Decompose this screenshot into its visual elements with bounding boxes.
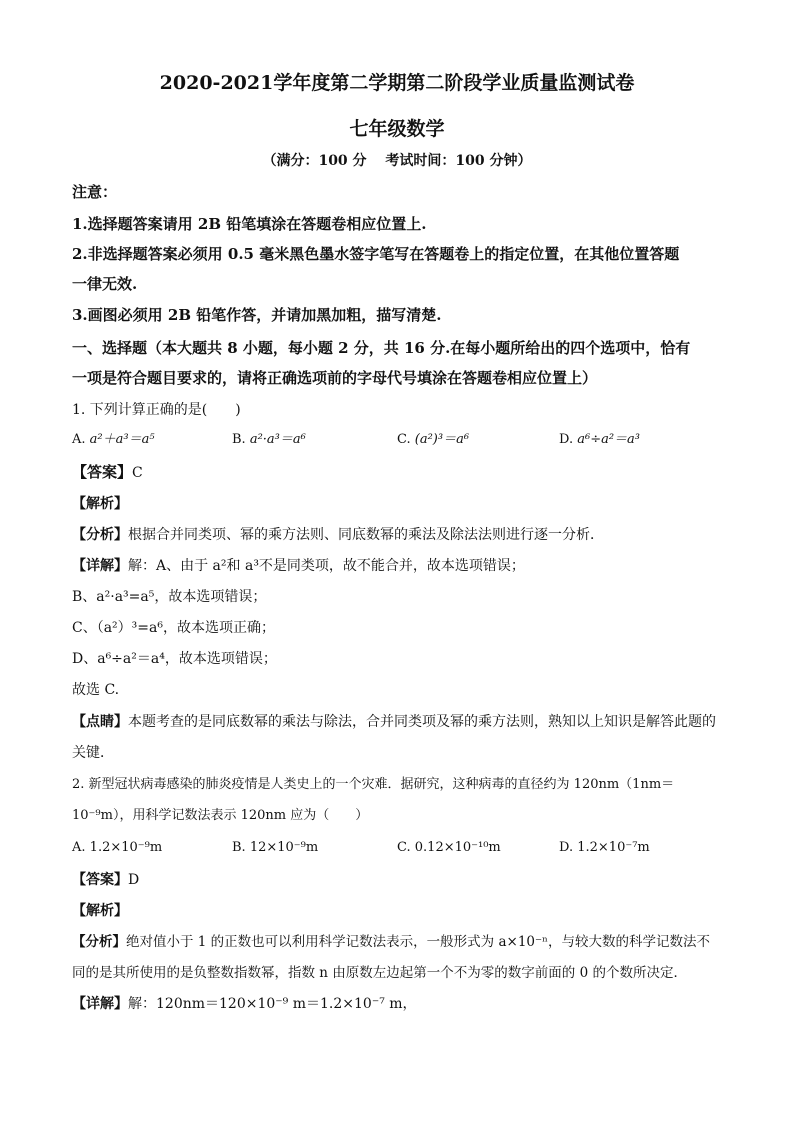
q1-dianjing [72, 712, 716, 732]
note-3: 3.画图必须用 2B 铅笔作答，并请加黑加粗，描写清楚. [72, 306, 442, 324]
note-2a: 2.非选择题答案必须用 0.5 毫米黑色墨水签字笔写在答题卷上的指定位置，在其他位置答题 [72, 245, 680, 263]
detail-tag: 【详解】 [72, 558, 128, 574]
q1-option-d [559, 430, 640, 450]
answer-tag: 【答案】 [72, 463, 133, 481]
analysis-tag: 【解析】 [72, 496, 128, 512]
option-label: A. [72, 432, 86, 447]
fenxi-tag: 【分析】 [72, 934, 126, 950]
q1-stem: 1. 下列计算正确的是( ) [72, 402, 241, 418]
dianjing-tag: 【点睛】 [72, 714, 128, 730]
option-label: A. [72, 840, 86, 855]
q2-answer [72, 870, 139, 890]
exam-meta: （满分：100 分 考试时间：100 分钟） [262, 153, 532, 169]
option-text: 1.2×10⁻⁷m [577, 840, 650, 855]
option-text: a²·a³＝a⁶ [249, 432, 306, 447]
option-text: a⁶÷a²＝a³ [577, 432, 641, 447]
q1-option-a [72, 430, 155, 450]
q2-detail [72, 994, 417, 1014]
q1-answer [72, 462, 143, 483]
q1-dianjing-cont: 关键． [72, 745, 114, 761]
fenxi-text: 根据合并同类项、幂的乘方法则、同底数幂的乘法及除法法则进行逐一分析． [128, 527, 604, 543]
option-label: C. [397, 432, 411, 447]
option-label: B. [232, 432, 246, 447]
option-label: B. [232, 840, 246, 855]
page-title: 2020-2021学年度第二学期第二阶段学业质量监测试卷 [159, 72, 635, 94]
answer-value: C [132, 465, 143, 481]
q2-options [72, 838, 722, 858]
detail-text: 解：A、由于 a²和 a³不是同类项，故不能合并，故本选项错误； [128, 558, 525, 574]
option-text: 0.12×10⁻¹⁰m [414, 840, 501, 855]
q1-analysis [72, 494, 128, 514]
q1-options [72, 430, 722, 450]
q1-choose: 故选 C. [72, 682, 120, 698]
answer-tag: 【答案】 [72, 872, 128, 888]
option-label: D. [559, 840, 574, 855]
q1-option-b [232, 430, 306, 450]
q2-option-b [232, 838, 318, 858]
dianjing-text: 本题考查的是同底数幂的乘法与除法，合并同类项及幂的乘方法则，熟知以上知识是解答此题的 [128, 714, 716, 730]
note-2b: 一律无效. [72, 275, 138, 293]
section-heading-2: 一项是符合题目要求的，请将正确选项前的字母代号填涂在答题卷相应位置上） [72, 369, 598, 387]
fenxi-tag: 【分析】 [72, 527, 128, 543]
q2-option-c [397, 838, 501, 858]
fenxi-text: 绝对值小于 1 的正数也可以利用科学记数法表示，一般形式为 a×10⁻ⁿ，与较大数的科学记数法不 [126, 934, 710, 950]
page-subtitle: 七年级数学 [349, 118, 445, 140]
q2-option-a [72, 838, 162, 858]
q1-option-c [397, 430, 469, 450]
q2-analysis [72, 901, 128, 921]
analysis-tag: 【解析】 [72, 903, 128, 919]
q1-fenxi [72, 525, 604, 545]
q2-fenxi [72, 932, 710, 952]
detail-text: 解：120nm＝120×10⁻⁹ m＝1.2×10⁻⁷ m， [128, 996, 417, 1012]
notes-heading: 注意： [72, 183, 118, 201]
option-label: D. [559, 432, 574, 447]
q2-stem-b: 10⁻⁹m），用科学记数法表示 120nm 应为（ ） [72, 808, 369, 823]
q1-detail [72, 556, 525, 576]
note-1: 1.选择题答案请用 2B 铅笔填涂在答题卷相应位置上. [72, 215, 427, 233]
q1-detail-d: D、a⁶÷a²＝a⁴，故本选项错误； [72, 651, 277, 667]
detail-tag: 【详解】 [72, 996, 128, 1012]
option-text: a²＋a³＝a⁵ [89, 432, 155, 447]
option-text: 1.2×10⁻⁹m [89, 840, 163, 855]
option-text: (a²)³＝a⁶ [414, 432, 470, 447]
q2-option-d [559, 838, 650, 858]
section-heading-1: 一、选择题（本大题共 8 小题，每小题 2 分，共 16 分.在每小题所给出的四个选项中，恰有 [72, 339, 691, 357]
option-text: 12×10⁻⁹m [249, 840, 319, 855]
q1-detail-b: B、a²·a³=a⁵，故本选项错误； [72, 589, 267, 605]
q2-stem-a: 2. 新型冠状病毒感染的肺炎疫情是人类史上的一个灾难．据研究，这种病毒的直径约为 120nm（1nm＝ [72, 777, 675, 792]
q1-detail-c: C、（a²）³=a⁶，故本选项正确； [72, 620, 275, 636]
q2-fenxi-cont: 同的是其所使用的是负整数指数幂，指数 n 由原数左边起第一个不为零的数字前面的 0 的个数所决定． [72, 965, 687, 981]
option-label: C. [397, 840, 411, 855]
answer-value: D [128, 872, 140, 888]
